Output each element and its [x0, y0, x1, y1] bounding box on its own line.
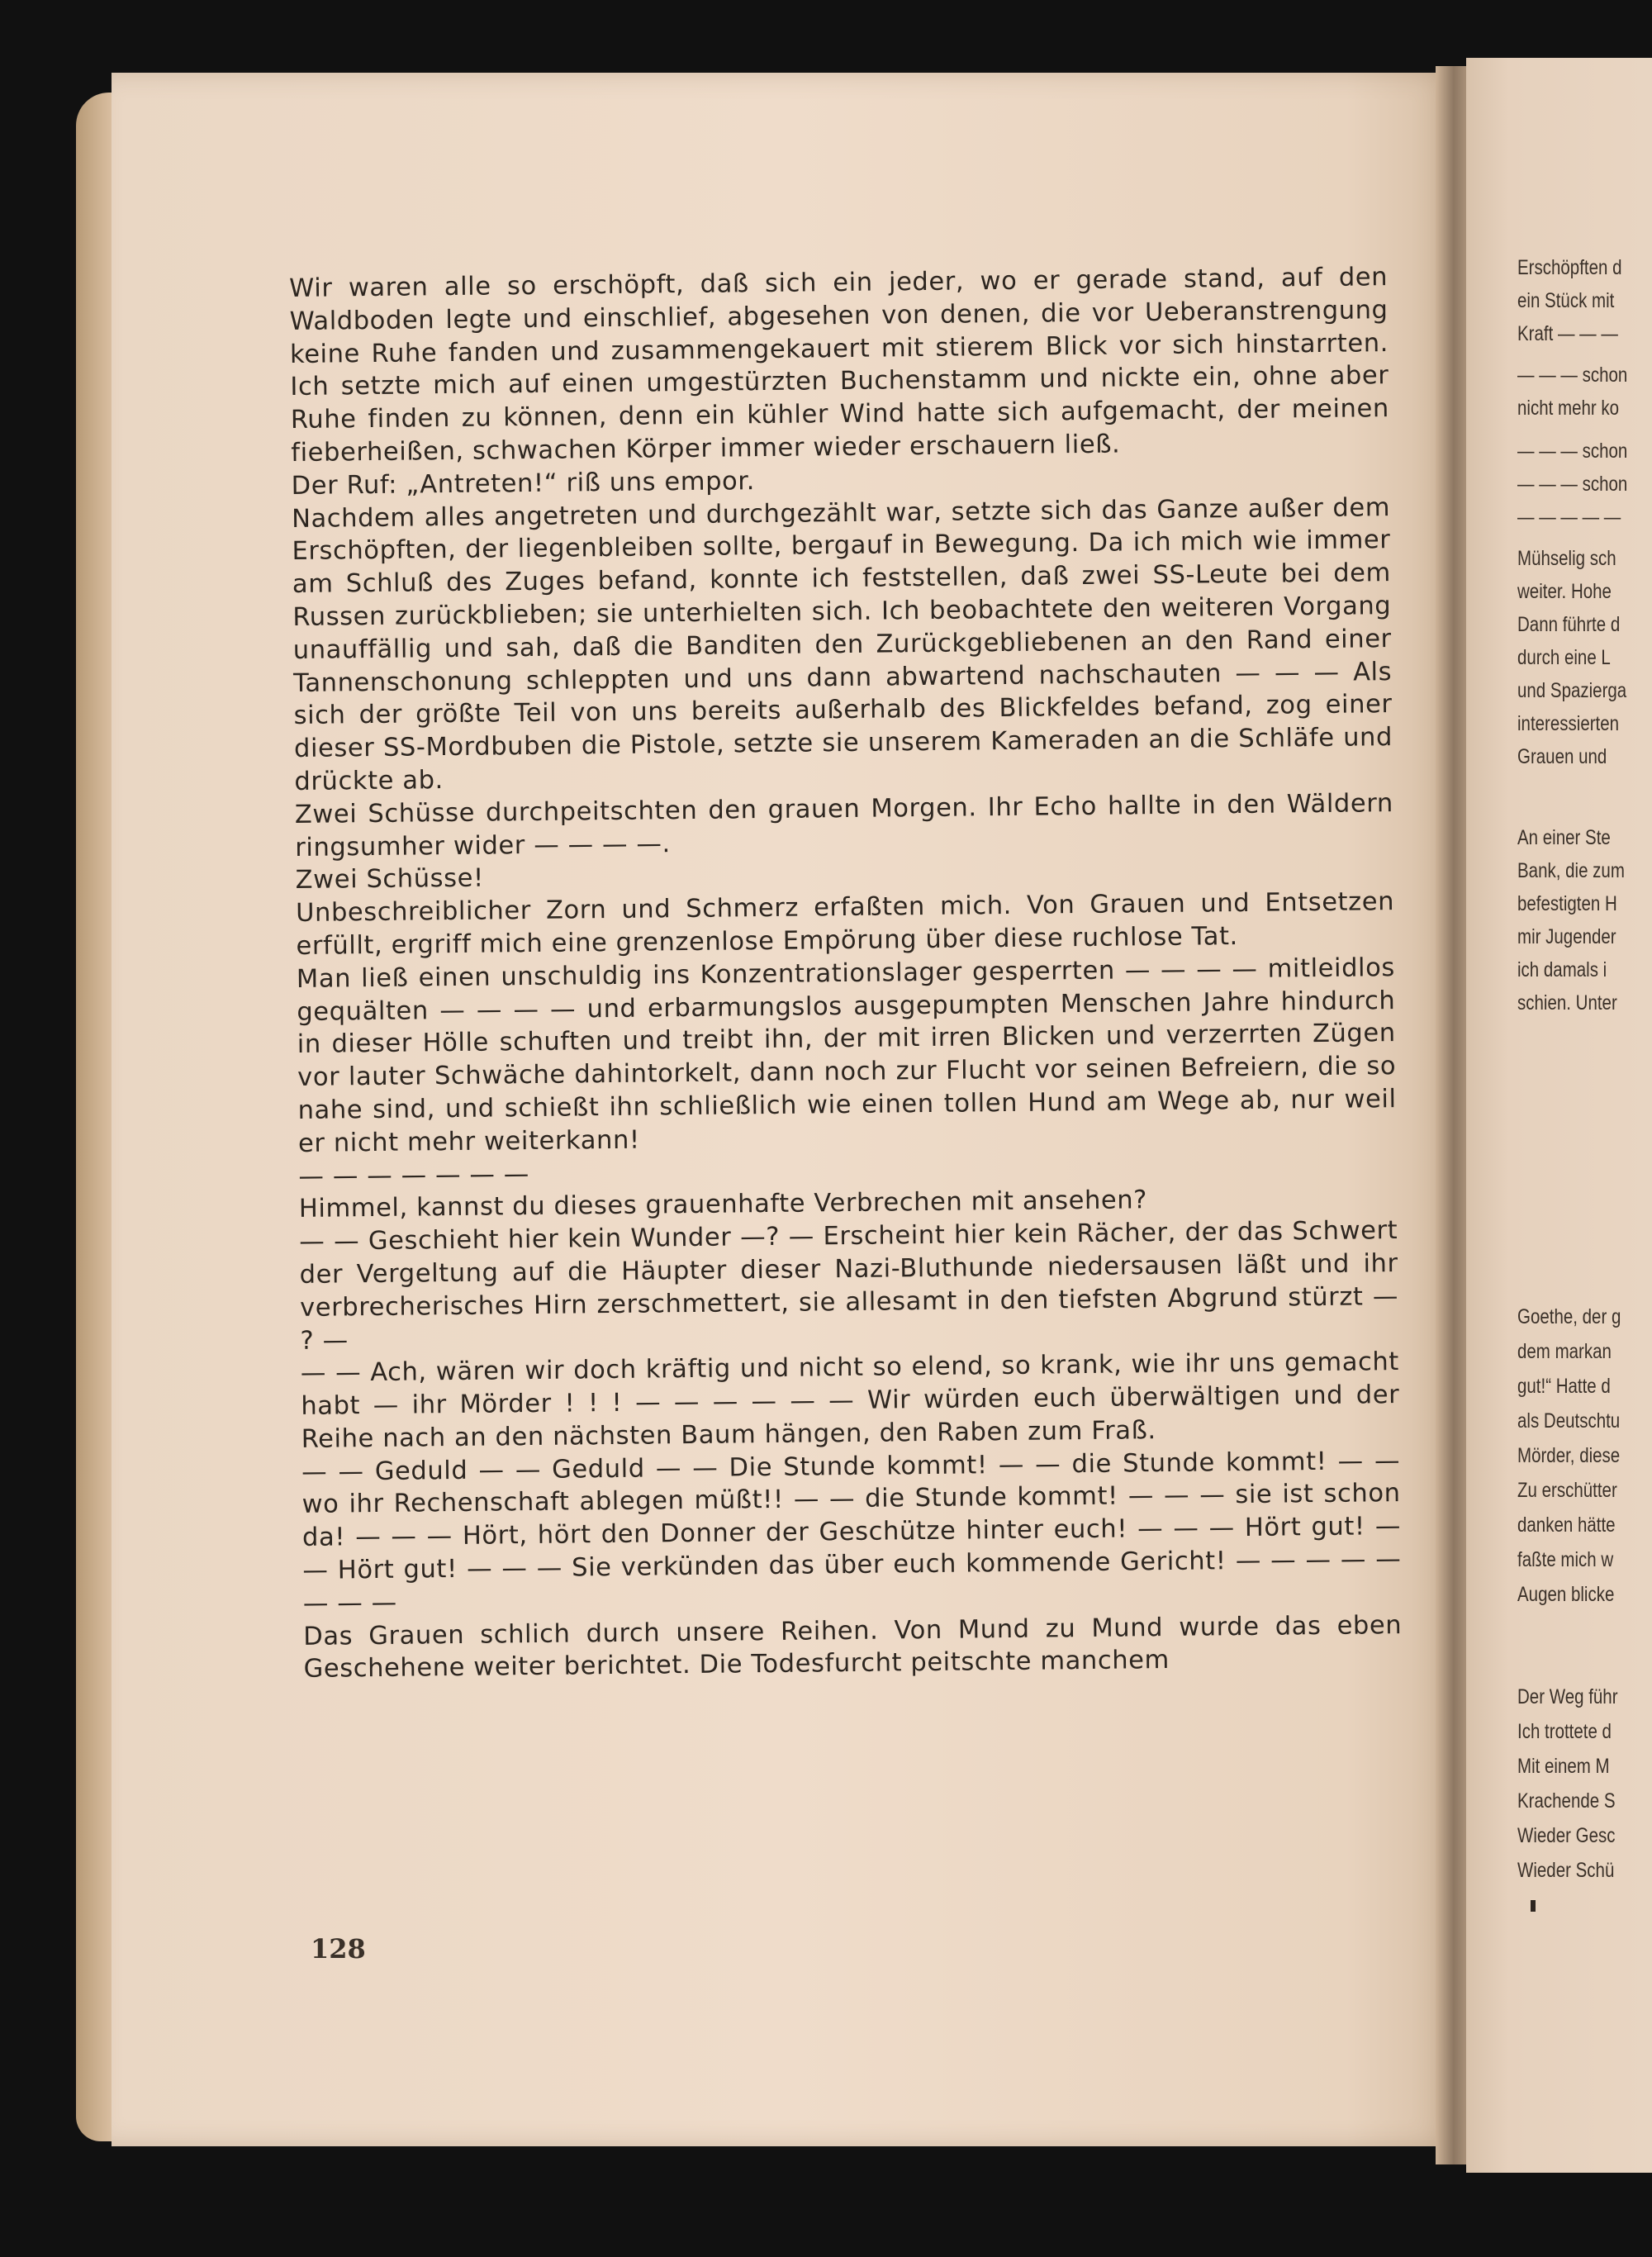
right-page-line: Kraft — — — [1517, 322, 1618, 345]
paragraph: Das Grauen schlich durch unsere Reihen. Von Mund zu Mund wurde das eben Geschehene weiter berichtet. Die Todesfurcht peitschte manchem [303, 1610, 1403, 1684]
right-page-line: Grauen und [1517, 745, 1607, 768]
right-page-line: — — — schon [1517, 473, 1628, 496]
right-page-line: ein Stück mit [1517, 289, 1615, 312]
right-page-line: dem markan [1517, 1340, 1612, 1363]
right-page [1466, 58, 1652, 2173]
right-page-line: Der Weg führ [1517, 1685, 1618, 1708]
paragraph: Himmel, kannst du dieses grauenhafte Verbrechen mit ansehen? [298, 1186, 1148, 1224]
right-page-line: An einer Ste [1517, 826, 1611, 849]
paragraph: Wir waren alle so erschöpft, daß sich ein jeder, wo er gerade stand, auf den Waldboden legte und einschlief, abgesehen von denen, die vor Ueberanstrengung keine Ruhe fanden und zusammengekauert mit stierem Blick vor sich hinstarrten. Ich setzte mich auf einen umgestürzten Buchenstamm und nickte ein, ohne aber Ruhe finden zu können, denn ein kühler Wind hatte sich aufgemacht, der meinen fieberheißen, schwachen Körper immer wieder erschauern ließ. [289, 263, 1389, 468]
right-page-line: gut!“ Hatte d [1517, 1375, 1611, 1398]
right-page-line: — — — — — [1517, 506, 1621, 529]
paragraph: Unbeschreiblicher Zorn und Schmerz erfaßten mich. Von Grauen und Entsetzen erfüllt, ergriff mich eine grenzenlose Empörung über diese ruchlose Tat. [295, 887, 1395, 961]
right-page-line: Zu erschütter [1517, 1479, 1617, 1502]
right-page-line: Dann führte d [1517, 613, 1621, 636]
right-page-line: — — — schon [1517, 440, 1628, 463]
right-page-line: Augen blicke [1517, 1583, 1615, 1606]
paragraph: — — Geduld — — Geduld — — Die Stunde kommt! — — die Stunde kommt! — — wo ihr Rechenschaft ablegen müßt!! — — die Stunde kommt! — — — sie ist schon da! — — — Hört, hört den Donner der Geschütze hinter euch! — — — Hört gut! — — Hört gut! — — — Sie verkünden das über euch kommende Gericht! — — — — — — — — [301, 1446, 1402, 1618]
right-page-line: Wieder Gesc [1517, 1824, 1616, 1847]
paragraph: — — — — — — — [298, 1159, 530, 1191]
right-page-line: ich damals i [1517, 958, 1607, 981]
right-page-line: weiter. Hohe [1517, 580, 1612, 603]
paragraph: — — Ach, wären wir doch kräftig und nicht so elend, so krank, wie ihr uns gemacht habt — ihr Mörder ! ! ! — — — — — — Wir würden euch überwältigen und der Reihe nach an den nächsten Baum hängen, den Raben zum Fraß. [300, 1347, 1400, 1454]
right-page-line: danken hätte [1517, 1513, 1616, 1537]
right-page-line: nicht mehr ko [1517, 397, 1620, 420]
right-page-line: als Deutschtu [1517, 1409, 1621, 1433]
right-page-line: Erschöpften d [1517, 256, 1622, 279]
right-page-line: Mühselig sch [1517, 547, 1616, 570]
right-page-line: und Spazierga [1517, 679, 1627, 702]
right-page-line: Goethe, der g [1517, 1305, 1621, 1328]
right-page-line: Ich trottete d [1517, 1720, 1612, 1743]
paragraph: Nachdem alles angetreten und durchgezählt war, setzte sich das Ganze außer dem Erschöpften, der liegenbleiben sollte, bergauf in Bewegung. Da ich mich wie immer am Schluß des Zuges befand, konnte ich feststellen, daß zwei SS-Leute bei dem Russen zurückblieben; sie unterhielten sich. Ich beobachtete den weiteren Vorgang unauffällig und sah, daß die Banditen den Zurückgebliebenen an den Rand einer Tannenschonung schleppten und uns dann abwartend nachschauten — — — Als sich der größte Teil von uns bereits außerhalb des Blickfeldes befand, zog einer dieser SS-Mordbuben die Pistole, setzte sie unserem Kameraden an die Schläfe und drückte ab. [291, 492, 1393, 796]
right-page-line: schien. Unter [1517, 991, 1617, 1014]
right-page-line: befestigten H [1517, 892, 1617, 915]
right-page-line: Krachende S [1517, 1789, 1616, 1813]
right-page-line: — — — schon [1517, 363, 1628, 387]
paragraph: Zwei Schüsse durchpeitschten den grauen Morgen. Ihr Echo hallte in den Wäldern ringsumher wider — — — —. [294, 788, 1393, 862]
right-page-line: Wieder Schü [1517, 1859, 1615, 1882]
right-page-line: Bank, die zum [1517, 859, 1625, 882]
paragraph: — — Geschieht hier kein Wunder —? — Erscheint hier kein Rächer, der das Schwert der Vergeltung auf die Häupter dieser Nazi-Bluthunde niedersausen läßt und ihr verbrecherisches Hirn zerschmettert, sie allesamt in den tiefsten Abgrund stürzt — ? — [299, 1216, 1399, 1356]
right-page-line: mir Jugender [1517, 925, 1616, 948]
ink-mark [1531, 1900, 1536, 1912]
page-number: 128 [311, 1933, 366, 1965]
right-page-line: Mörder, diese [1517, 1444, 1621, 1467]
paragraph: Der Ruf: „Antreten!“ riß uns empor. [291, 466, 756, 501]
right-page-line: faßte mich w [1517, 1548, 1614, 1571]
paragraph: Zwei Schüsse! [295, 863, 485, 896]
paragraph: Man ließ einen unschuldig ins Konzentrationslager gesperrten — — — — mitleidlos gequälten — — — — und erbarmungslos ausgepumpten Menschen Jahre hindurch in dieser Hölle schuften und treibt ihn, der mit irren Blicken und verzerrten Zügen vor lauter Schwäche dahintorkelt, dann noch zur Flucht vor seinen Befreiern, die so nahe sind, und schießt ihn schließlich wie einen tollen Hund am Wege ab, nur weil er nicht mehr weiterkann! [296, 953, 1397, 1158]
right-page-line: interessierten [1517, 712, 1620, 735]
right-page-line: durch eine L [1517, 646, 1611, 669]
right-page-line: Mit einem M [1517, 1755, 1610, 1778]
body-text [289, 261, 1403, 1686]
